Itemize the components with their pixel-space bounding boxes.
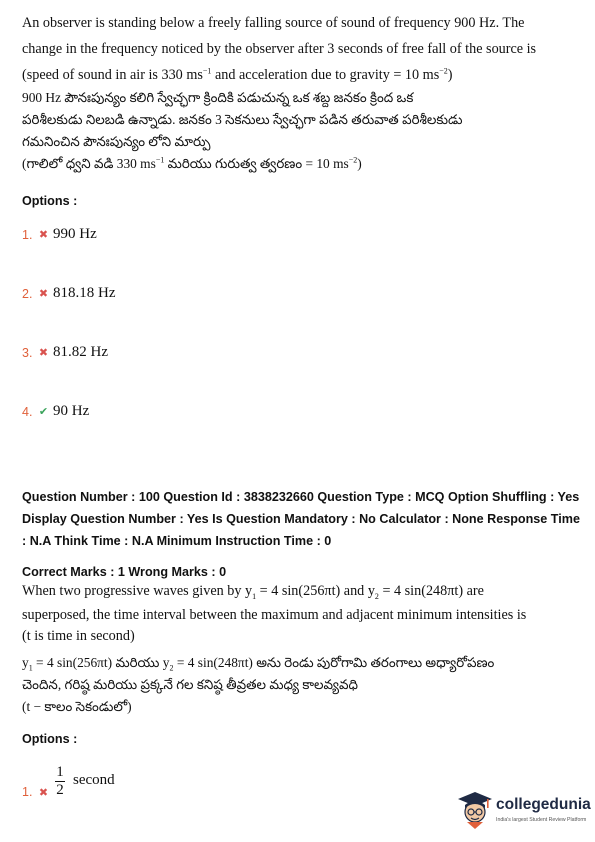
- q99-te-line1: 900 Hz పౌనఃపున్యం కలిగి స్వేచ్ఛగా క్రిందికి పడుచున్న ఒక శబ్ద జనకం క్రింద ఒక: [22, 90, 414, 105]
- q100-metadata: [22, 486, 580, 552]
- q100-meta-line3: : N.A Think Time : N.A Minimum Instruction Time : 0: [22, 534, 332, 548]
- graduate-mascot-icon: [456, 790, 494, 830]
- fraction-numerator: 1: [56, 763, 64, 780]
- q99-te-line2: పరిశీలకుడు నిలబడి ఉన్నాడు. జనకం 3 సెకనులు స్వేచ్ఛగా పడిన తరువాత పరిశీలకుడు: [22, 112, 463, 127]
- fraction-denominator: 2: [56, 781, 64, 798]
- cross-icon: ✖: [38, 229, 49, 241]
- option-value: 90 Hz: [53, 403, 90, 419]
- q100-te-line3: (t − కాలం సెకండులో): [22, 699, 132, 714]
- q99-te-line3: గమనించిన పౌనఃపున్యం లోని మార్పు: [22, 134, 211, 149]
- q100-marks: Correct Marks : 1 Wrong Marks : 0: [22, 565, 227, 579]
- q99-option-1[interactable]: [22, 226, 97, 243]
- collegedunia-logo: [456, 790, 591, 832]
- q99-option-4[interactable]: [22, 403, 89, 420]
- option-number: 1.: [22, 227, 33, 242]
- cross-icon: ✖: [38, 347, 49, 359]
- check-icon: ✔: [38, 406, 49, 418]
- q99-en-line1: An observer is standing below a freely falling source of sound of frequency 900 Hz. The: [22, 15, 525, 31]
- option-value: 818.18 Hz: [53, 285, 116, 301]
- q99-telugu-text: [22, 87, 575, 175]
- q99-option-3[interactable]: [22, 344, 108, 361]
- q99-english-text: [22, 13, 575, 86]
- q100-telugu-text: [22, 652, 575, 718]
- option-value: 81.82 Hz: [53, 344, 108, 360]
- cross-icon: ✖: [38, 288, 49, 300]
- option-number: 4.: [22, 404, 33, 419]
- option-number: 3.: [22, 345, 33, 360]
- q100-meta-line1: Question Number : 100 Question Id : 3838232660 Question Type : MCQ Option Shuffling : Yes: [22, 490, 580, 504]
- option-number: 1.: [22, 785, 33, 799]
- q100-english-text: [22, 581, 575, 647]
- q99-en-line2: change in the frequency noticed by the observer after 3 seconds of free fall of the source is: [22, 41, 537, 57]
- fraction: [55, 764, 65, 799]
- q100-en-line1: When two progressive waves given by $y_1 = 4$ sin(256πt) and $y_2 = 4$ sin(248πt) are: [22, 583, 484, 601]
- option-unit: second: [73, 771, 115, 788]
- option-value: 990 Hz: [53, 226, 97, 242]
- q100-meta-line2: Display Question Number : Yes Is Question Mandatory : No Calculator : None Response Time: [22, 512, 580, 526]
- q99-te-line4: (గాలిలో ధ్వని వడి 330 $ms^{-1}$ మరియు గురుత్వ త్వరణం = 10 $ms^{-2}$): [22, 155, 362, 171]
- logo-tagline: India's largest Student Review Platform: [496, 817, 587, 823]
- q100-options-heading: Options :: [22, 732, 78, 746]
- option-number: 2.: [22, 286, 33, 301]
- cross-icon: ✖: [38, 786, 49, 799]
- q100-en-line2: superposed, the time interval between the maximum and adjacent minimum intensities is: [22, 607, 527, 623]
- logo-name: collegedunia: [496, 796, 591, 813]
- q100-te-line1: $y_1 = 4$ sin(256πt) మరియు $y_2 = 4$ sin(248πt) అను రెండు పురోగామి తరంగాలు అధ్యారోపణం: [22, 655, 495, 673]
- q99-options-heading: Options :: [22, 194, 78, 208]
- q100-option-1[interactable]: [22, 763, 115, 799]
- q100-te-line2: చెందిన, గరిష్ఠ మరియు ప్రక్కనే గల కనిష్ఠ తీవ్రతల మధ్య కాలవ్యవధి: [22, 677, 358, 692]
- q99-en-line3: (speed of sound in air is 330 $ms^{-1}$ and acceleration due to gravity = 10 $ms^{-2}$): [22, 66, 453, 83]
- q100-en-line3: (t is time in second): [22, 628, 135, 644]
- q99-option-2[interactable]: [22, 285, 116, 302]
